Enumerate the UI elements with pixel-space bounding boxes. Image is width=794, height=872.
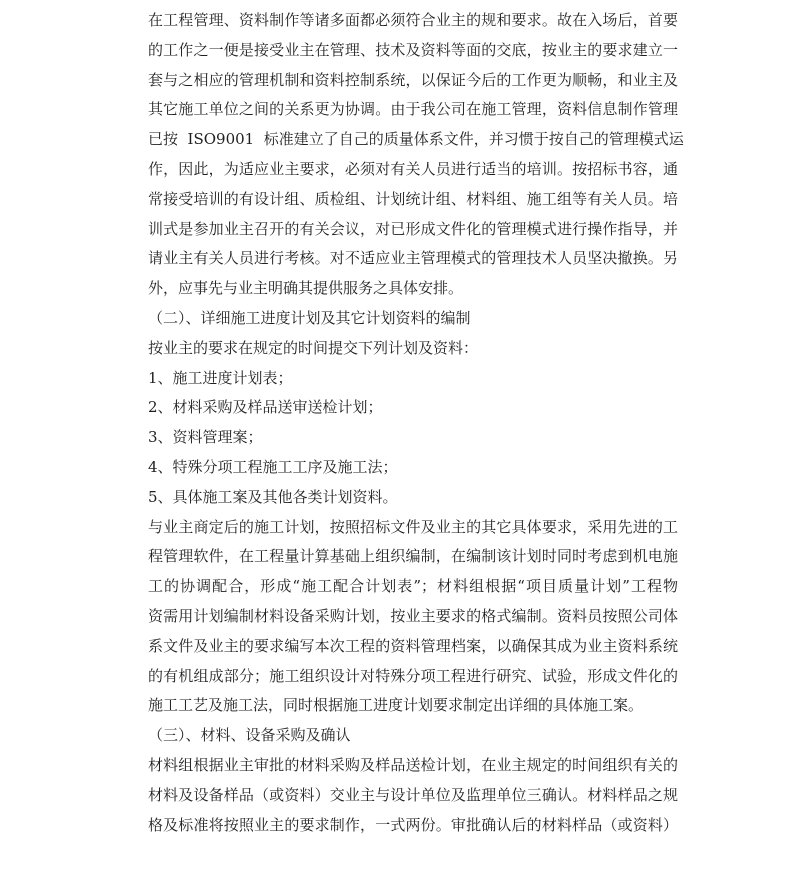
text-line-3: 套与之相应的管理机制和资料控制系统，以保证今后的工作更为顺畅，和业主及 [148, 70, 678, 89]
text-line-23: 的有机组成部分；施工组织设计对特殊分项工程进行研究、试验，形成文件化的 [148, 666, 678, 685]
section-heading-2: （二）、详细施工进度计划及其它计划资料的编制 [148, 308, 471, 327]
text-line-20: 工的协调配合，形成“施工配合计划表”；材料组根据“项目质量计划”工程物 [148, 577, 678, 596]
text-line-7: 常接受培训的有设计组、质检组、计划统计组、材料组、施工组等有关人员。培 [148, 189, 678, 208]
text-line-24: 施工工艺及施工法，同时根据施工进度计划要求制定出详细的具体施工案。 [148, 696, 644, 715]
text-line-8: 训式是参加业主召开的有关会议，对已形成文件化的管理模式进行操作指导，并 [148, 219, 678, 238]
text-line-4: 其它施工单位之间的关系更为协调。由于我公司在施工管理，资料信息制作管理 [148, 100, 678, 119]
text-line-5: 已按 ISO9001 标准建立了自己的质量体系文件，并习惯于按自己的管理模式运 [148, 130, 684, 149]
text-line-10: 外，应事先与业主明确其提供服务之具体安排。 [148, 279, 464, 298]
list-item-4: 4、特殊分项工程施工工序及施工法； [148, 457, 398, 476]
text-line-27: 材料及设备样品（或资料）交业主与设计单位及监理单位三确认。材料样品之规 [148, 785, 678, 804]
text-line-21: 资需用计划编制材料设备采购计划，按业主要求的格式编制。资料员按照公司体 [148, 606, 678, 625]
text-line-28: 格及标准将按照业主的要求制作，一式两份。审批确认后的材料样品（或资料） [148, 815, 678, 834]
text-line-19: 程管理软件，在工程量计算基础上组织编制，在编制该计划时同时考虑到机电施 [148, 547, 678, 566]
text-line-18: 与业主商定后的施工计划，按照招标文件及业主的其它具体要求，采用先进的工 [148, 517, 678, 536]
list-item-5: 5、具体施工案及其他各类计划资料。 [148, 487, 398, 506]
text-line-22: 系文件及业主的要求编写本次工程的资料管理档案，以确保其成为业主资料系统 [148, 636, 678, 655]
text-line-26: 材料组根据业主审批的材料采购及样品送检计划，在业主规定的时间组织有关的 [148, 755, 678, 774]
text-line-1: 在工程管理、资料制作等诸多面都必须符合业主的规和要求。故在入场后，首要 [148, 11, 678, 29]
text-line-9: 请业主有关人员进行考核。对不适应业主管理模式的管理技术人员坚决撤换。另 [148, 249, 678, 268]
list-item-1: 1、施工进度计划表； [148, 368, 293, 387]
list-item-2: 2、材料采购及样品送审送检计划； [148, 398, 383, 417]
text-line-6: 作，因此，为适应业主要求，必须对有关人员进行适当的培训。按招标书容，通 [148, 159, 678, 178]
section-heading-3: （三）、材料、设备采购及确认 [148, 726, 351, 745]
text-line-2: 的工作之一便是接受业主在管理、技术及资料等面的交底，按业主的要求建立一 [148, 40, 678, 59]
list-item-3: 3、资料管理案； [148, 428, 263, 447]
text-line-12: 按业主的要求在规定的时间提交下列计划及资料： [148, 338, 479, 357]
